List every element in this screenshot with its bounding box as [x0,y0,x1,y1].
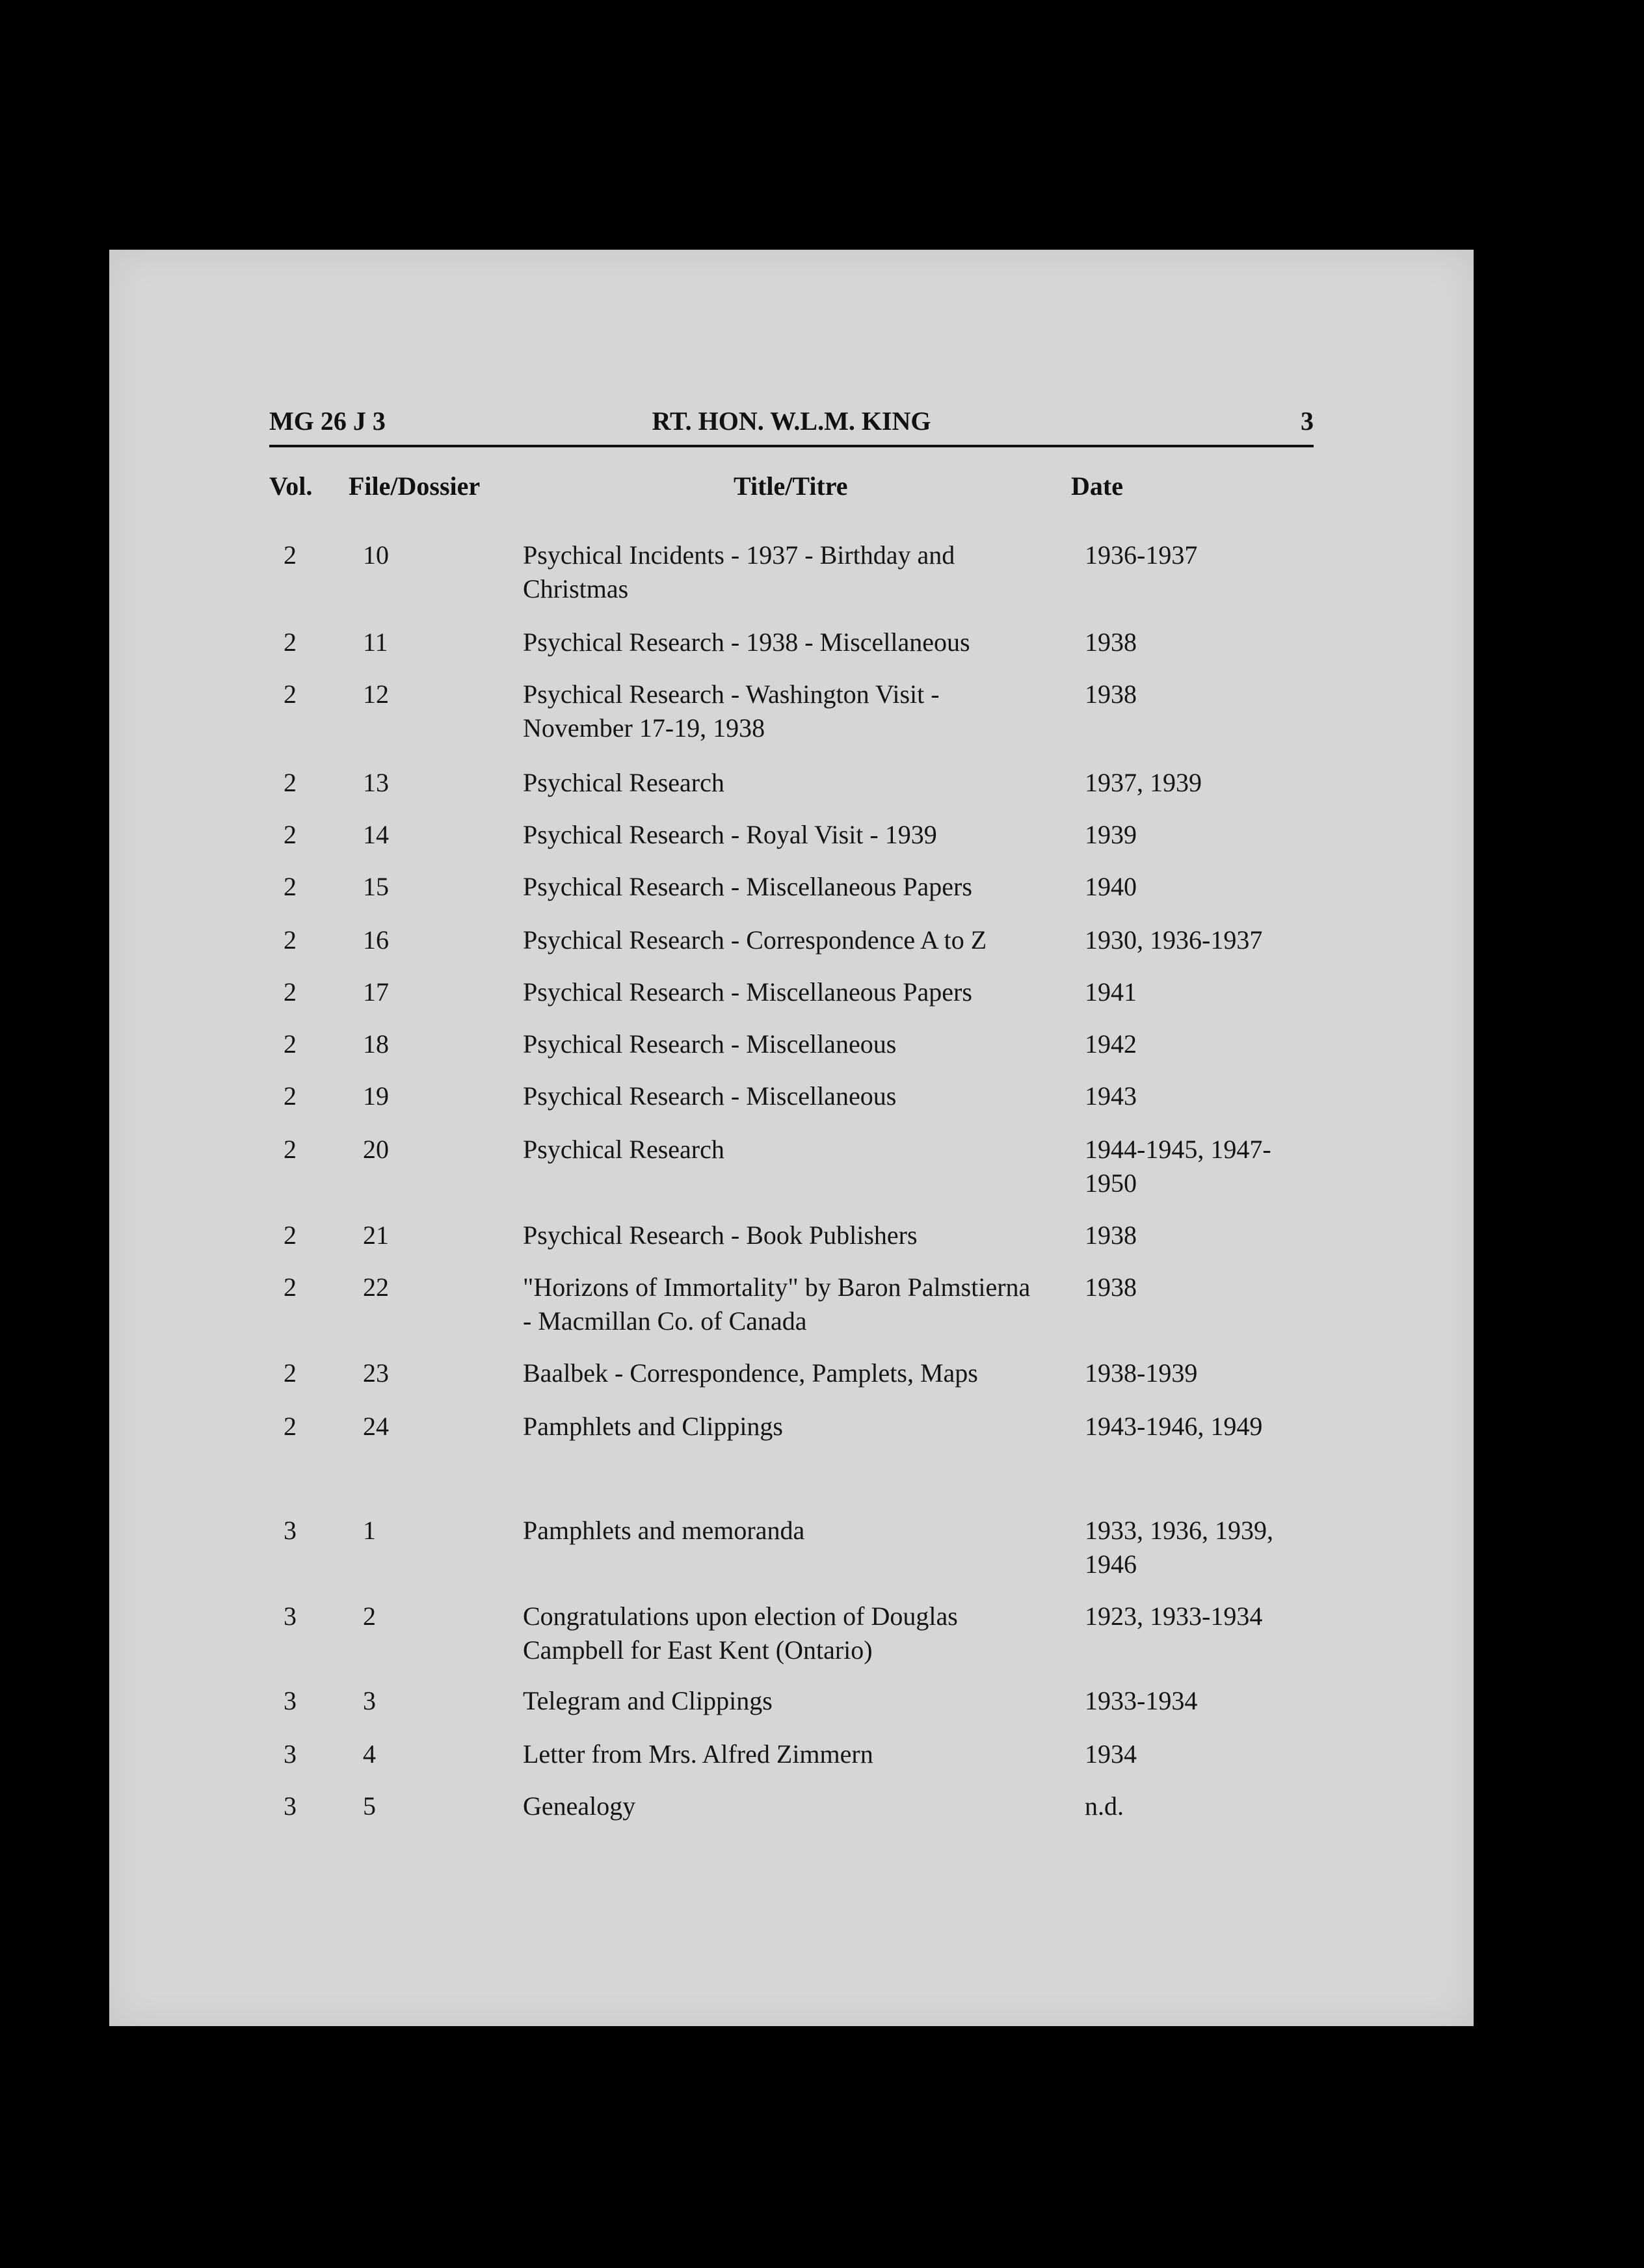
row-title: Telegram and Clippings [523,1686,773,1715]
row-date: 1937, 1939 [1085,768,1202,797]
row-file: 12 [363,679,389,709]
row-date: 1938 [1085,1272,1137,1302]
row-vol: 2 [284,1220,297,1250]
row-date: 1933-1934 [1085,1686,1198,1715]
page-header [269,406,1314,447]
row-title: Pamphlets and memoranda [523,1516,805,1545]
row-file: 13 [363,768,389,797]
row-title: Psychical Research - Royal Visit - 1939 [523,820,937,849]
row-vol: 3 [284,1516,297,1545]
row-date: 1933, 1936, 1939, 1946 [1085,1516,1273,1579]
page-number: 3 [1301,406,1314,436]
row-file: 5 [363,1791,376,1821]
row-date: 1940 [1085,872,1137,901]
fonds-reference: MG 26 J 3 [269,406,386,436]
row-vol: 2 [284,977,297,1007]
row-title: Psychical Research - Correspondence A to Z [523,925,987,955]
row-vol: 2 [284,1358,297,1388]
row-title: "Horizons of Immortality" by Baron Palmstierna - Macmillan Co. of Canada [523,1272,1031,1336]
row-file: 22 [363,1272,389,1302]
row-file: 10 [363,540,389,570]
row-title: Psychical Research - Book Publishers [523,1220,918,1250]
row-date: 1938 [1085,627,1137,657]
row-title: Letter from Mrs. Alfred Zimmern [523,1739,873,1769]
row-file: 11 [363,627,388,657]
row-file: 16 [363,925,389,955]
row-vol: 3 [284,1602,297,1631]
row-date: 1930, 1936-1937 [1085,925,1263,955]
row-vol: 2 [284,925,297,955]
column-header-title: Title/Titre [734,471,848,501]
row-vol: 3 [284,1791,297,1821]
column-header-vol: Vol. [269,471,313,501]
row-title: Psychical Research [523,1135,724,1164]
document-page [109,250,1474,2026]
row-date: 1941 [1085,977,1137,1007]
row-vol: 2 [284,1135,297,1164]
row-date: 1939 [1085,820,1137,849]
row-vol: 2 [284,872,297,901]
row-vol: 2 [284,1081,297,1111]
row-file: 20 [363,1135,389,1164]
row-title: Congratulations upon election of Douglas Campbell for East Kent (Ontario) [523,1602,958,1665]
row-vol: 3 [284,1686,297,1715]
row-file: 23 [363,1358,389,1388]
row-date: 1934 [1085,1739,1137,1769]
row-date: 1938 [1085,1220,1137,1250]
row-file: 19 [363,1081,389,1111]
row-title: Baalbek - Correspondence, Pamplets, Maps [523,1358,978,1388]
row-date: 1942 [1085,1029,1137,1059]
row-file: 1 [363,1516,376,1545]
row-date: 1936-1937 [1085,540,1198,570]
row-title: Psychical Research [523,768,724,797]
row-vol: 2 [284,627,297,657]
row-title: Psychical Incidents - 1937 - Birthday and Christmas [523,540,955,603]
row-title: Psychical Research - Miscellaneous Papers [523,872,972,901]
row-date: n.d. [1085,1791,1124,1821]
row-file: 24 [363,1412,389,1441]
row-vol: 2 [284,768,297,797]
row-title: Psychical Research - Miscellaneous Papers [523,977,972,1007]
row-date: 1938-1939 [1085,1358,1198,1388]
row-date: 1943-1946, 1949 [1085,1412,1263,1441]
row-title: Psychical Research - Washington Visit - November 17-19, 1938 [523,679,940,743]
row-file: 15 [363,872,389,901]
row-file: 14 [363,820,389,849]
column-header-date: Date [1071,471,1123,501]
row-title: Psychical Research - Miscellaneous [523,1081,897,1111]
row-vol: 2 [284,679,297,709]
row-vol: 2 [284,1029,297,1059]
row-file: 4 [363,1739,376,1769]
row-file: 18 [363,1029,389,1059]
row-vol: 2 [284,1412,297,1441]
row-file: 21 [363,1220,389,1250]
row-date: 1923, 1933-1934 [1085,1602,1263,1631]
row-file: 17 [363,977,389,1007]
row-vol: 2 [284,820,297,849]
row-vol: 2 [284,540,297,570]
row-title: Genealogy [523,1791,636,1821]
page-title: RT. HON. W.L.M. KING [652,406,931,436]
row-date: 1943 [1085,1081,1137,1111]
row-vol: 3 [284,1739,297,1769]
row-vol: 2 [284,1272,297,1302]
row-file: 3 [363,1686,376,1715]
row-date: 1944-1945, 1947-1950 [1085,1135,1271,1198]
row-title: Psychical Research - 1938 - Miscellaneous [523,627,970,657]
row-title: Psychical Research - Miscellaneous [523,1029,897,1059]
column-header-file: File/Dossier [349,471,481,501]
row-date: 1938 [1085,679,1137,709]
row-title: Pamphlets and Clippings [523,1412,783,1441]
row-file: 2 [363,1602,376,1631]
